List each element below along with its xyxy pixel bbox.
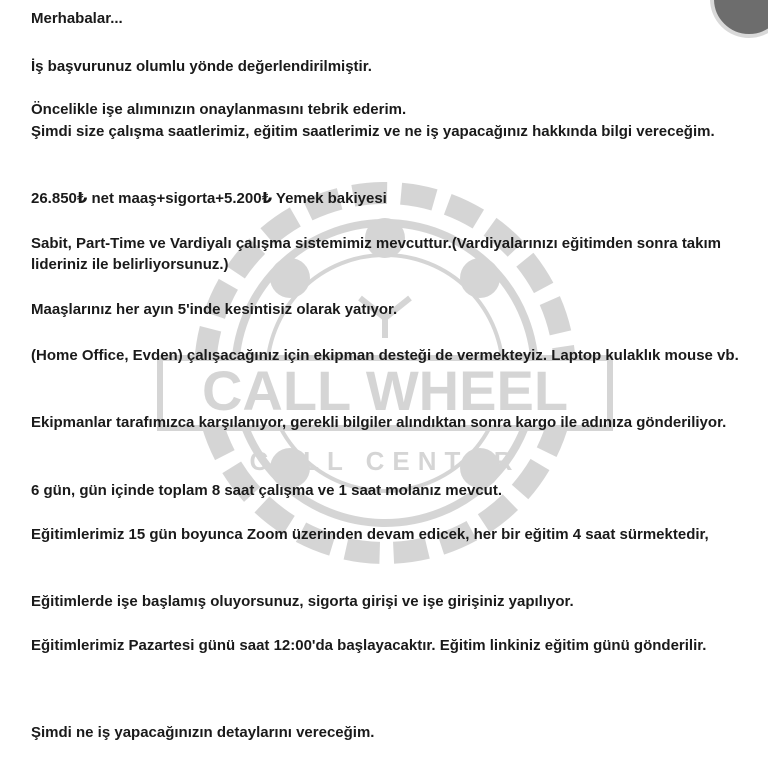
paragraph-salary: 26.850₺ net maaş+sigorta+5.200₺ Yemek bakiyesi bbox=[31, 190, 387, 207]
greeting: Merhabalar... bbox=[31, 10, 123, 27]
paragraph-intro: Şimdi size çalışma saatlerimiz, eğitim saatlerimiz ve ne iş yapacağınız hakkında bilgi vereceğim. bbox=[31, 123, 715, 140]
paragraph-shipping: Ekipmanlar tarafımızca karşılanıyor, gerekli bilgiler alındıktan sonra kargo ile adınıza gönderiliyor. bbox=[31, 414, 727, 431]
watermark-sub: CALL CENTER bbox=[249, 446, 521, 476]
paragraph-insurance: Eğitimlerde işe başlamış oluyorsunuz, sigorta girişi ve işe girişiniz yapılıyor. bbox=[31, 593, 574, 610]
paragraph-shifts: Sabit, Part-Time ve Vardiyalı çalışma sistemimiz mevcuttur.(Vardiyalarınızı eğitimden sonra takım lideriniz ile belirliyorsunuz.) bbox=[31, 235, 721, 273]
paragraph-training: Eğitimlerimiz 15 gün boyunca Zoom üzerinden devam edicek, her bir eğitim 4 saat sürmektedir, bbox=[31, 526, 709, 543]
paragraph-equipment: (Home Office, Evden) çalışacağınız için ekipman desteği de vermekteyiz. Laptop kulaklık mouse vb. bbox=[31, 347, 739, 364]
paragraph-start-date: Eğitimlerimiz Pazartesi günü saat 12:00'da başlayacaktır. Eğitim linkiniz eğitim günü gönderilir. bbox=[31, 637, 707, 654]
paragraph-closing: Şimdi ne iş yapacağınızın detaylarını vereceğim. bbox=[31, 724, 375, 741]
paragraph-payday: Maaşlarınız her ayın 5'inde kesintisiz olarak yatıyor. bbox=[31, 301, 398, 318]
paragraph-congrats: Öncelikle işe alımınızın onaylanmasını tebrik ederim. bbox=[31, 101, 407, 118]
paragraph-hours: 6 gün, gün içinde toplam 8 saat çalışma ve 1 saat molanız mevcut. bbox=[31, 482, 502, 499]
watermark-brand: CALL WHEEL bbox=[201, 359, 569, 422]
paragraph-application: İş başvurunuz olumlu yönde değerlendirilmiştir. bbox=[31, 58, 372, 75]
